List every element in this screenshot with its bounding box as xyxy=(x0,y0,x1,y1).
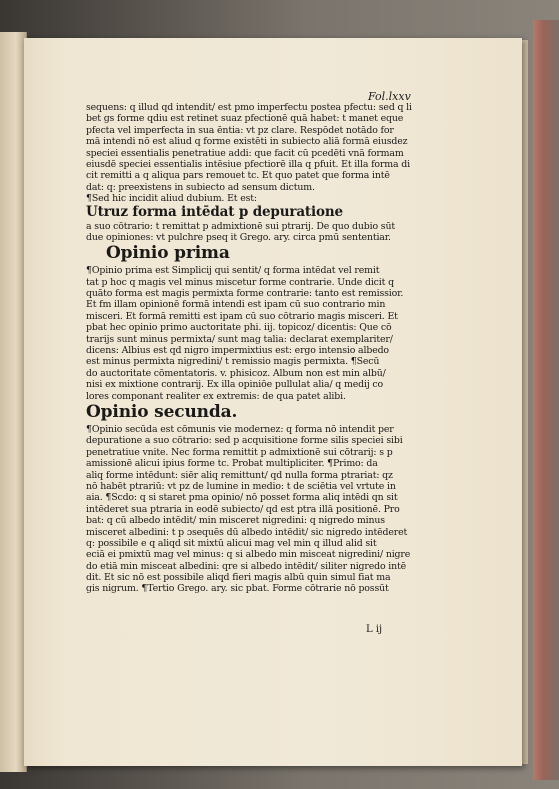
text-line: mā intendi nō est aliud q forme existēti in subiecto aliā formā eiusdez xyxy=(86,136,408,148)
text-line: do etiā min misceat albedini: qre si albedo intēdit/ siliter nigredo intē xyxy=(86,560,407,572)
text-line: ¶Sed hic incidit aliud dubium. Et est: xyxy=(86,193,257,205)
section-heading: Opinio prima xyxy=(106,243,230,264)
text-line: speciei essentialis penetratiue addi: que facit cū pcedēti vnā formam xyxy=(86,147,404,159)
text-line: trarijs sunt minus permixta/ sunt mag talia: declarat exemplariter/ xyxy=(86,333,393,345)
cover-edge xyxy=(533,20,559,780)
text-line: Et fm illam opinionē formā intendi est ipam cū suo contrario min xyxy=(86,299,386,311)
text-line: a suo cōtrario: t remittat p admixtionē sui ptrarij. De quo dubio sūt xyxy=(86,220,395,232)
text-line: depuratione a suo cōtrario: sed p acquisitione forme silis speciei sibi xyxy=(86,435,403,447)
text-line: ¶Opinio secūda est cōmunis vie modernez: q forma nō intendit per xyxy=(86,423,394,435)
text-line: ¶Opinio prima est Simplicij qui sentit/ q forma intēdat vel remit xyxy=(86,265,380,277)
text-line: eciā ei pmixtū mag vel minus: q si albedo min misceat nigredini/ nigre xyxy=(86,549,411,561)
text-line: quāto forma est magis permixta forme contrarie: tanto est remissior. xyxy=(86,288,404,300)
text-line: nō habēt ptrariū: vt pz de lumine in medio: t de sciētia vel vrtute in xyxy=(86,480,396,492)
text-line: dicens: Albius est qd nigro impermixtius est: ergo intensio albedo xyxy=(86,345,389,357)
text-line: penetratiue vnite. Nec forma remittit p admixtionē sui cōtrarij: s p xyxy=(86,446,393,458)
left-page-edge xyxy=(0,32,27,772)
text-line: aliq forme intēdunt: siēr aliq remittunt/ qd nulla forma ptrariat: qz xyxy=(86,469,393,481)
text-line: tat p hoc q magis vel minus miscetur forme contrarie. Unde dicit q xyxy=(86,276,394,288)
text-line: pfecta vel imperfecta in sua ēntia: vt pz clare. Respōdet notādo for xyxy=(86,124,394,136)
text-line: pbat hec opinio primo auctoritate phi. iij. topicoz/ dicentis: Que cō xyxy=(86,322,392,334)
text-line: dit. Et sic nō est possibile aliqd fieri magis albū quin simul fiat ma xyxy=(86,572,391,584)
text-line: bat: q cū albedo intēdit/ min misceret nigredini: q nigredo minus xyxy=(86,515,385,527)
text-line: misceret albedini: t p ɔsequēs dū albedo intēdit/ sic nigredo intēderet xyxy=(86,526,408,538)
text-line: gis nigrum. ¶Tertio Grego. ary. sic pbat. Forme cōtrarie nō possūt xyxy=(86,583,389,595)
text-line: sequens: q illud qd intendit/ est pmo imperfectu postea pfectu: sed q li xyxy=(86,102,412,113)
text-line: dat: q: preexistens in subiecto ad sensum dictum. xyxy=(86,181,315,193)
text-line: amissionē alicui ipius forme tc. Probat multipliciter. ¶Primo: da xyxy=(86,458,378,470)
page-text xyxy=(86,102,442,595)
text-line: q: possibile e q aliqd sit mixtū alicui mag vel min q illud alid sit xyxy=(86,537,377,549)
text-line: bet gs forme qdiu est retinet suaz pfectionē quā habet: t manet eque xyxy=(86,113,404,125)
text-line: aia. ¶Scdo: q si staret pma opinio/ nō posset forma aliq intēdi qn sit xyxy=(86,492,398,504)
section-heading: Opinio secunda. xyxy=(86,401,238,422)
signature-mark: L ij xyxy=(366,624,383,635)
text-line: eiusdē speciei essentialis intēsiue pfectiorē illa q pfuit. Et illa forma di xyxy=(86,158,410,170)
text-line: misceri. Et formā remitti est ipam cū suo cōtrario magis misceri. Et xyxy=(86,310,398,322)
text-line: nisi ex mixtione contrarij. Ex illa opiniōe pullulat alia/ q medij co xyxy=(86,379,384,391)
question-title: Utruz forma intēdat p depuratione xyxy=(86,204,343,220)
text-line: est minus permixta nigredini/ t remissio magis permixta. ¶Secū xyxy=(86,356,380,368)
folio-number: Fol.lxxv xyxy=(368,90,411,103)
text-line: do auctoritate cōmentatoris. v. phisicoz. Album non est min albū/ xyxy=(86,367,386,379)
text-line: intēderet sua ptraria in eodē subiecto/ qd est ptra illā positionē. Pro xyxy=(86,503,400,515)
text-line: lores componant realiter ex extremis: de qua patet alibi. xyxy=(86,390,346,402)
text-line: due opiniones: vt pulchre pseq it Grego. ary. circa pmū sententiar. xyxy=(86,231,391,243)
text-line: cit remitti a q aliqua pars remouet tc. Et quo patet que forma intē xyxy=(86,170,390,182)
